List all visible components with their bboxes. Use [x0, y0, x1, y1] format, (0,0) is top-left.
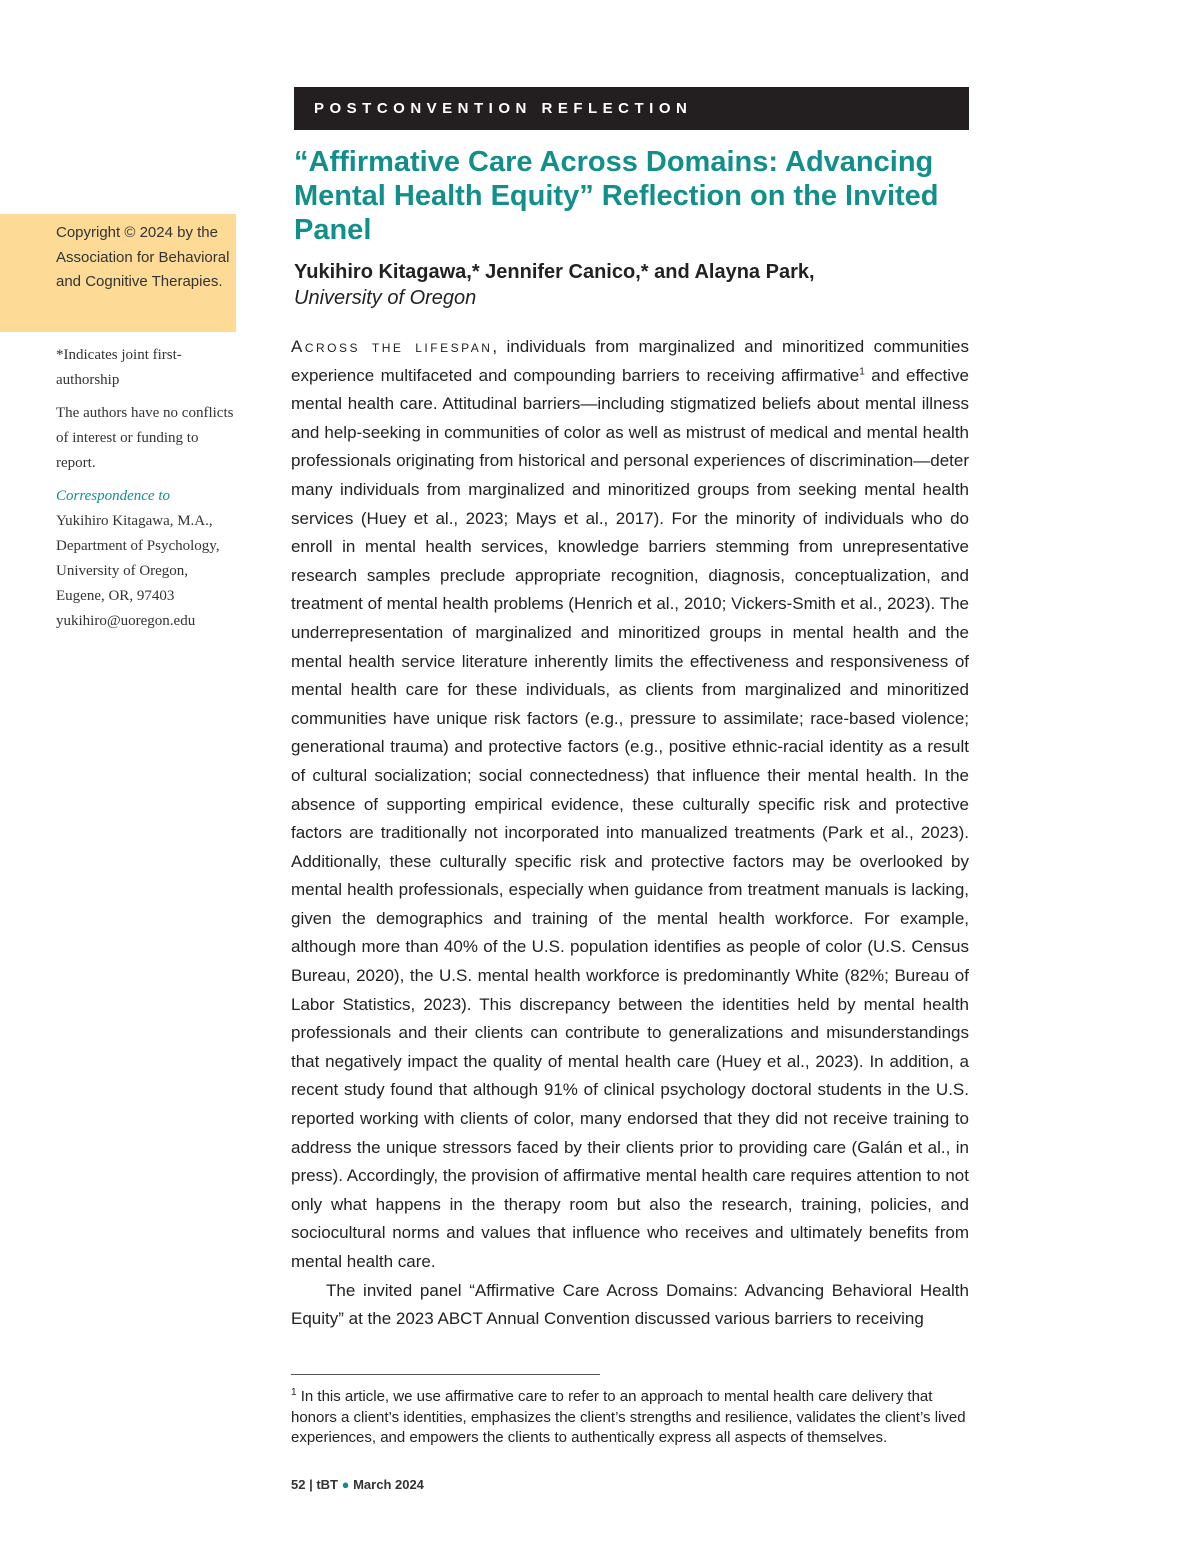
- journal-name: tBT: [316, 1477, 339, 1492]
- correspondence-department: Department of Psychology,: [56, 538, 220, 554]
- page-footer: [291, 1477, 424, 1492]
- conflict-statement: The authors have no conflicts of interest or funding to report.: [56, 405, 234, 471]
- copyright-notice: Copyright © 2024 by the Association for Behavioral and Cognitive Therapies.: [0, 214, 236, 332]
- author-affiliation: University of Oregon: [294, 287, 477, 309]
- footnote-mark: 1: [291, 1387, 297, 1398]
- article-title: “Affirmative Care Across Domains: Advancing Mental Health Equity” Reflection on the Invited Panel: [294, 146, 939, 246]
- correspondence-heading: Correspondence to: [56, 488, 171, 504]
- joint-authorship-note: *Indicates joint first-authorship: [56, 347, 182, 388]
- body-paragraph-1: [291, 333, 969, 1277]
- page-number: 52: [291, 1477, 306, 1492]
- footer-dot: ●: [338, 1477, 354, 1492]
- footnote-divider: [291, 1374, 600, 1375]
- paragraph-1-text-a: , individuals from marginalized and minoritized communities experience multifaceted and compounding barriers to receiving affirmative: [291, 337, 969, 385]
- correspondence-city: Eugene, OR, 97403: [56, 588, 175, 604]
- footnote-reference[interactable]: 1: [859, 365, 865, 377]
- sidebar-notes: [56, 343, 234, 634]
- footnote: [291, 1387, 971, 1449]
- body-paragraph-2: The invited panel “Affirmative Care Across Domains: Advancing Behavioral Health Equity” at the 2023 ABCT Annual Convention discussed various barriers to receiving: [291, 1280, 969, 1329]
- footnote-text: In this article, we use affirmative care to refer to an approach to mental health care delivery that honors a client’s identities, emphasizes the client’s strengths and resilience, validates the client’s lived experiences, and empowers the clients to authentically express all aspects of themselves.: [291, 1388, 966, 1446]
- section-banner: POSTCONVENTION REFLECTION: [294, 87, 969, 130]
- article-body: [291, 333, 969, 1334]
- correspondence-email[interactable]: yukihiro@uoregon.edu: [56, 613, 196, 629]
- author-list: Yukihiro Kitagawa,* Jennifer Canico,* and Alayna Park,: [294, 261, 815, 283]
- correspondence-address: [56, 509, 234, 634]
- correspondence-name: Yukihiro Kitagawa, M.A.,: [56, 513, 213, 529]
- paragraph-1-text-b: and effective mental health care. Attitudinal barriers—including stigmatized beliefs about mental illness and help-seeking in communities of color as well as mistrust of medical and mental health professionals originating from historical and personal experiences of discrimination—deter many individuals from marginalized and minoritized groups from seeking mental health services (Huey et al., 2023; Mays et al., 2017). For the minority of individuals who do enroll in mental health services, knowledge barriers stemming from unrepresentative research samples preclude appropriate recognition, diagnosis, conceptualization, and treatment of mental health problems (Henrich et al., 2010; Vickers-Smith et al., 2023). The underrepresentation of marginalized and minoritized groups in mental health and the mental health service literature inherently limits the effectiveness and responsiveness of mental health care for these individuals, as clients from marginalized and minoritized communities have unique risk factors (e.g., pressure to assimilate; race-based violence; generational trauma) and protective factors (e.g., positive ethnic-racial identity as a result of cultural socialization; social connectedness) that influence their mental health. In the absence of supporting empirical evidence, these culturally specific risk and protective factors are traditionally not incorporated into manualized treatments (Park et al., 2023). Additionally, these culturally specific risk and protective factors may be overlooked by mental health professionals, especially when guidance from treatment manuals is lacking, given the demographics and training of the mental health workforce. For example, although more than 40% of the U.S. population identifies as people of color (U.S. Census Bureau, 2020), the U.S. mental health workforce is predominantly White (82%; Bureau of Labor Statistics, 2023). This discrepancy between the identities held by mental health professionals and their clients can contribute to generalizations and misunderstandings that negatively impact the quality of mental health care (Huey et al., 2023). In addition, a recent study found that although 91% of clinical psychology doctoral students in the U.S. reported working with clients of color, many endorsed that they did not receive training to address the unique stressors faced by their clients prior to providing care (Galán et al., in press). Accordingly, the provision of affirmative mental health care requires attention to not only what happens in the therapy room but also the research, training, policies, and sociocultural norms and values that influence who receives and ultimately benefits from mental health care.: [291, 365, 969, 1271]
- footer-separator: |: [305, 1477, 317, 1492]
- issue-date: March 2024: [353, 1477, 424, 1492]
- correspondence-university: University of Oregon,: [56, 563, 189, 579]
- lead-in-smallcaps: Across the lifespan: [291, 337, 493, 356]
